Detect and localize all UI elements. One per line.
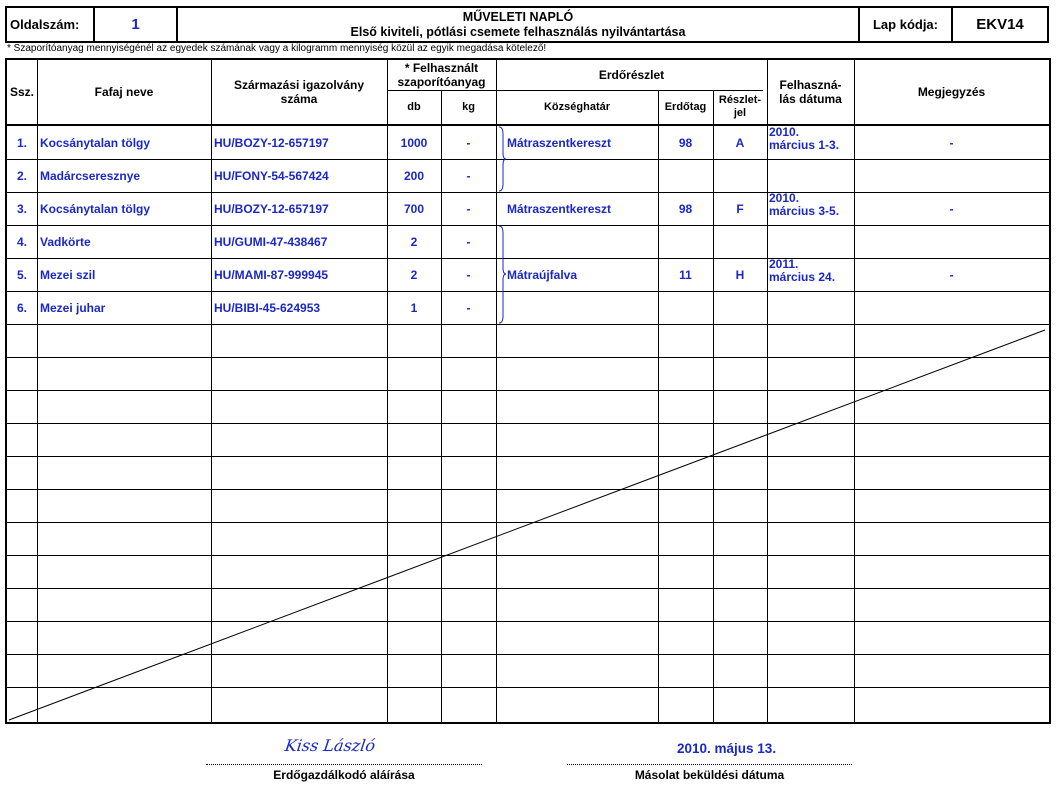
species-name[interactable]: Kocsánytalan tölgy bbox=[40, 135, 151, 150]
row-number: 1. bbox=[16, 135, 27, 150]
quantity-kg[interactable]: - bbox=[466, 300, 471, 315]
col-header-subcompartment: Részlet-jel bbox=[718, 94, 762, 119]
quantity-kg[interactable]: - bbox=[466, 267, 471, 282]
forest-block[interactable]: 98 bbox=[678, 201, 693, 216]
species-name[interactable]: Mezei szil bbox=[40, 267, 96, 282]
page-header bbox=[5, 6, 1049, 43]
species-name[interactable]: Mezei juhar bbox=[40, 300, 106, 315]
signature-label: Erdőgazdálkodó aláírása bbox=[273, 768, 415, 782]
quantity-db[interactable]: 1000 bbox=[400, 135, 428, 150]
col-header-forest-subcompartment: Erdőrészlet bbox=[598, 68, 665, 82]
signature-line bbox=[206, 764, 482, 765]
certificate-number[interactable]: HU/GUMI-47-438467 bbox=[214, 234, 328, 249]
species-name[interactable]: Kocsánytalan tölgy bbox=[40, 201, 151, 216]
subcompartment-mark[interactable]: A bbox=[735, 135, 745, 150]
municipality-name[interactable]: Mátraszentkereszt bbox=[507, 135, 612, 150]
form-title-sub: Első kiviteli, pótlási csemete felhasználás nyilvántartása bbox=[350, 24, 686, 39]
col-header-ssz: Ssz. bbox=[9, 85, 34, 99]
col-header-block: Erdőtag bbox=[664, 100, 707, 113]
copy-date-line bbox=[567, 764, 852, 765]
form-title bbox=[178, 8, 860, 41]
municipality-name[interactable]: Mátraszentkereszt bbox=[507, 201, 612, 216]
certificate-number[interactable]: HU/FONY-54-567424 bbox=[214, 168, 329, 183]
usage-date-day: március 3-5. bbox=[769, 204, 840, 218]
subcompartment-mark[interactable]: F bbox=[736, 201, 744, 216]
row-number: 2. bbox=[16, 168, 27, 183]
certificate-number[interactable]: HU/BOZY-12-657197 bbox=[214, 201, 329, 216]
mandatory-note: * Szaporítóanyag mennyiségénél az egyedek számának vagy a kilogramm mennyiség közül az egyik megadása kötelező! bbox=[7, 43, 547, 54]
col-header-kg: kg bbox=[462, 100, 475, 113]
certificate-number[interactable]: HU/MAMI-87-999945 bbox=[214, 267, 329, 282]
species-name[interactable]: Vadkörte bbox=[40, 234, 91, 249]
row-number: 3. bbox=[16, 201, 27, 216]
forest-block[interactable]: 98 bbox=[678, 135, 693, 150]
row-number: 6. bbox=[16, 300, 27, 315]
usage-date-year: 2011. bbox=[769, 257, 799, 271]
quantity-db[interactable]: 700 bbox=[403, 201, 425, 216]
certificate-number[interactable]: HU/BOZY-12-657197 bbox=[214, 135, 329, 150]
usage-date-year: 2010. bbox=[769, 125, 800, 139]
col-header-date: Felhaszná-lás dátuma bbox=[779, 78, 842, 106]
col-header-db: db bbox=[407, 100, 421, 113]
signature: Kiss László bbox=[283, 736, 377, 755]
usage-date-day: március 1-3. bbox=[769, 138, 840, 152]
log-table bbox=[5, 58, 1051, 724]
quantity-db[interactable]: 2 bbox=[410, 234, 418, 249]
quantity-db[interactable]: 2 bbox=[410, 267, 418, 282]
sheet-code-field[interactable]: EKV14 bbox=[976, 16, 1024, 33]
subcompartment-mark[interactable]: H bbox=[735, 267, 745, 282]
remarks[interactable]: - bbox=[949, 135, 954, 150]
row-number: 4. bbox=[16, 234, 27, 249]
quantity-kg[interactable]: - bbox=[466, 201, 471, 216]
remarks[interactable]: - bbox=[949, 201, 954, 216]
remarks[interactable]: - bbox=[949, 267, 954, 282]
copy-date[interactable]: 2010. május 13. bbox=[677, 741, 777, 756]
sheet-code-label: Lap kódja: bbox=[860, 8, 953, 41]
copy-date-label: Másolat beküldési dátuma bbox=[634, 768, 785, 782]
usage-date-day: március 24. bbox=[769, 270, 836, 284]
col-header-remarks: Megjegyzés bbox=[917, 85, 986, 99]
cancellation-line bbox=[7, 60, 1049, 722]
quantity-db[interactable]: 1 bbox=[410, 300, 418, 315]
quantity-kg[interactable]: - bbox=[466, 135, 471, 150]
municipality-name[interactable]: Mátraújfalva bbox=[507, 267, 578, 282]
col-header-species: Fafaj neve bbox=[94, 85, 154, 99]
quantity-kg[interactable]: - bbox=[466, 168, 471, 183]
quantity-kg[interactable]: - bbox=[466, 234, 471, 249]
species-name[interactable]: Madárcseresznye bbox=[40, 168, 141, 183]
forest-block[interactable]: 11 bbox=[679, 267, 692, 282]
row-number: 5. bbox=[16, 267, 27, 282]
page-number-label: Oldalszám: bbox=[10, 17, 80, 32]
certificate-number[interactable]: HU/BIBI-45-624953 bbox=[214, 300, 321, 315]
col-header-material: * Felhasznált szaporítóanyag bbox=[397, 61, 486, 89]
usage-date-year: 2010. bbox=[769, 191, 800, 205]
form-title-main: MŰVELETI NAPLÓ bbox=[462, 9, 574, 24]
col-header-municipality: Községhatár bbox=[543, 100, 611, 113]
col-header-certificate: Származási igazolvány száma bbox=[233, 78, 365, 106]
page-number-field[interactable]: 1 bbox=[93, 8, 178, 41]
quantity-db[interactable]: 200 bbox=[403, 168, 425, 183]
